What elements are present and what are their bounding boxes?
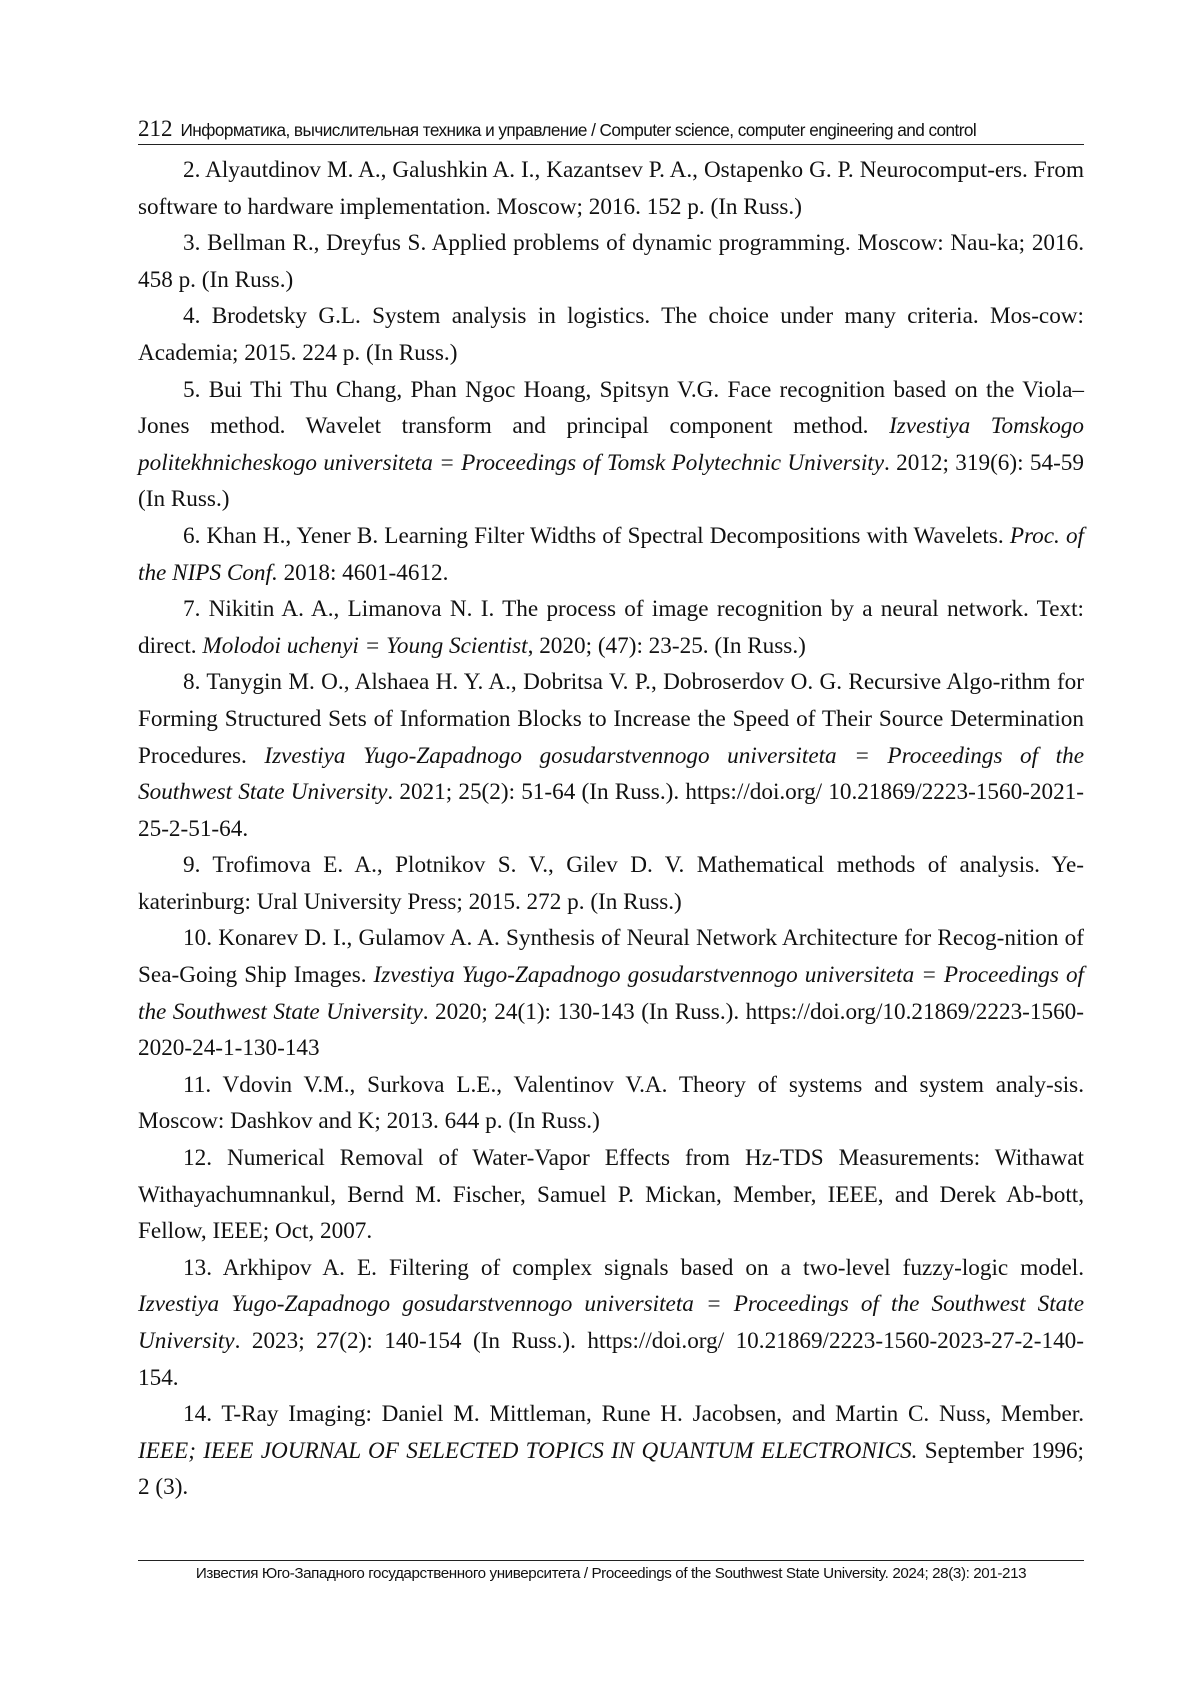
- page-number: 212: [138, 116, 173, 141]
- reference-item: [138, 225, 1084, 298]
- reference-journal: Izvestiya Tomskogo politekhnicheskogo universiteta = Proceedings of Tomsk Polytechnic University: [138, 413, 1084, 476]
- reference-text: September 1996; 2 (3).: [138, 1437, 1084, 1501]
- reference-item: [138, 372, 1084, 518]
- page-footer: Известия Юго-Западного государственного университета / Proceedings of the Southwest State University. 2024; 28(3): 201-213: [138, 1560, 1084, 1582]
- reference-text: 14. T-Ray Imaging: Daniel M. Mittleman, Rune H. Jacobsen, and Martin C. Nuss, Member.: [183, 1401, 1084, 1428]
- reference-text: 10. Konarev D. I., Gulamov A. A. Synthesis of Neural Network Architecture for Recog-nition of Sea-Going Ship Images.: [138, 925, 1084, 989]
- reference-text: 5. Bui Thi Thu Chang, Phan Ngoc Hoang, Spitsyn V.G. Face recognition based on the Viola–Jones method. Wavelet transform and principal component method.: [138, 376, 1084, 440]
- reference-text: 8. Tanygin M. O., Alshaea H. Y. A., Dobritsa V. P., Dobroserdov O. G. Recursive Algo-rithm for Forming Structured Sets of Information Blocks to Increase the Speed of Their Source Determination Procedures.: [138, 669, 1084, 769]
- reference-text: 3. Bellman R., Dreyfus S. Applied problems of dynamic programming. Moscow: Nau-ka; 2016. 458 p. (In Russ.): [138, 230, 1084, 293]
- reference-journal: Izvestiya Yugo-Zapadnogo gosudarstvennogo universiteta = Proceedings of the Southwest State University: [138, 1291, 1084, 1354]
- reference-text: . 2020; 24(1): 130-143 (In Russ.). https://doi.org/10.21869/2223-1560-2020-24-1-130-143: [138, 998, 1084, 1062]
- reference-item: [138, 920, 1084, 1066]
- reference-item: [138, 1067, 1084, 1140]
- reference-item: [138, 1250, 1084, 1396]
- reference-text: 2. Alyautdinov M. A., Galushkin A. I., Kazantsev P. A., Ostapenko G. P. Neurocomput-ers. From software to hardware implementation. Moscow; 2016. 152 p. (In Russ.): [138, 157, 1084, 220]
- reference-journal: Izvestiya Yugo-Zapadnogo gosudarstvennogo universiteta = Proceedings of the Southwest State University: [138, 742, 1084, 806]
- reference-journal: Izvestiya Yugo-Zapadnogo gosudarstvennogo universiteta = Proceedings of the Southwest State University: [138, 962, 1084, 1025]
- reference-journal: IEEE; IEEE JOURNAL OF SELECTED TOPICS IN QUANTUM ELECTRONICS.: [138, 1437, 918, 1464]
- reference-text: . 2023; 27(2): 140-154 (In Russ.). https://doi.org/ 10.21869/2223-1560-2023-27-2-140-154.: [138, 1328, 1084, 1391]
- reference-item: [138, 152, 1084, 225]
- reference-item: [138, 518, 1084, 591]
- reference-text: , 2020; (47): 23-25. (In Russ.): [527, 632, 806, 659]
- reference-item: [138, 591, 1084, 664]
- reference-item: [138, 1140, 1084, 1250]
- reference-journal: Proc. of the NIPS Conf.: [138, 522, 1084, 586]
- reference-item: [138, 847, 1084, 920]
- reference-text: 2018: 4601-4612.: [277, 559, 449, 586]
- reference-journal: Molodoi uchenyi = Young Scientist: [202, 632, 528, 659]
- reference-text: 13. Arkhipov A. E. Filtering of complex signals based on a two-level fuzzy-logic model.: [183, 1254, 1084, 1281]
- running-title: Информатика, вычислительная техника и управление / Computer science, computer engineering and control: [180, 120, 977, 140]
- reference-text: 12. Numerical Removal of Water-Vapor Effects from Hz-TDS Measurements: Withawat Withayachumnankul, Bernd M. Fischer, Samuel P. Mickan, Member, IEEE, and Derek Ab-bott, Fellow, IEEE; Oct, 2007.: [138, 1145, 1084, 1245]
- reference-text: 7. Nikitin A. A., Limanova N. I. The process of image recognition by a neural network. Text: direct.: [138, 596, 1084, 659]
- reference-text: . 2021; 25(2): 51-64 (In Russ.). https://doi.org/ 10.21869/2223-1560-2021-25-2-51-64.: [138, 779, 1084, 842]
- reference-text: 6. Khan H., Yener B. Learning Filter Widths of Spectral Decompositions with Wavelets.: [183, 522, 1010, 549]
- reference-text: 11. Vdovin V.M., Surkova L.E., Valentinov V.A. Theory of systems and system analy-sis. Moscow: Dashkov and K; 2013. 644 p. (In Russ.): [138, 1071, 1084, 1135]
- reference-item: [138, 1396, 1084, 1506]
- reference-text: 9. Trofimova E. A., Plotnikov S. V., Gilev D. V. Mathematical methods of analysis. Ye-katerinburg: Ural University Press; 2015. 272 p. (In Russ.): [138, 852, 1084, 915]
- reference-item: [138, 664, 1084, 847]
- reference-item: [138, 298, 1084, 371]
- reference-text: . 2012; 319(6): 54-59 (In Russ.): [138, 449, 1084, 513]
- page-header: [138, 112, 1084, 145]
- reference-text: 4. Brodetsky G.L. System analysis in logistics. The choice under many criteria. Mos-cow: Academia; 2015. 224 p. (In Russ.): [138, 303, 1084, 366]
- reference-list: [138, 152, 1084, 1506]
